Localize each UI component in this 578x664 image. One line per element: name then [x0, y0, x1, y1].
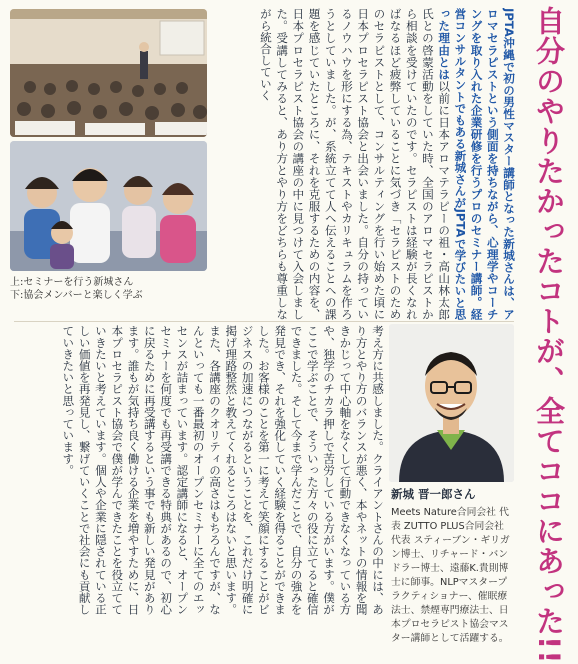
portrait-photo	[389, 324, 514, 482]
section-divider	[14, 321, 514, 322]
group-photo	[10, 141, 207, 271]
photo-captions	[10, 276, 210, 302]
caption-bottom: 下:協会メンバーと楽しく学ぶ	[10, 290, 143, 301]
portrait-graphic	[389, 324, 514, 482]
profile-name: 新城 晋一郎さん	[391, 487, 476, 501]
group-photo-graphic	[10, 141, 207, 271]
profile-block	[391, 486, 516, 646]
body-bottom-text: 考え方に共感しました。クライアントさんの中には、あり方とやり方のバランスが悪く、本やネットの情報を聞きかじって中心軸をなくして行動できなくなっている方や、独学のチカラ押しで苦労している方がいます。僕がここで学ぶことで、そういった方々の役に立てると確信できました。そして今まで学んだことで、自分の強みを発見でき、それを強化していく経験を得ることができました。お客様のことを第一に考えて笑顔にすることがビジネスの加速につながるということを、これだけ明確に掲げ理路整然と教えてくれるところはないと思います。また、各講座のクオリティの高さはもちろんですが、なんといっても一番最初のオープンセミナーに全てのエッセンスが詰まっています。認定講師になると、オープンセミナーを何度でも再受講できる特典があるので、初心に戻るために再受講するという事でも新しい発見があります。誰もが気持ち良く働ける企業を増やすために、日本プロセラピスト協会で僕が学んできたことを役立てていきたいと考えています。個人や企業に隠されている正しい価値を再発見し、繋げていくことで社会にも貢献していきたいと思っています。	[61, 325, 385, 615]
body-top-paragraph: 以前に日本アロマテラピーの祖・高山林太郎氏との啓蒙活動をしていた時、全国のアロマセラピストから相談を受けていたのです。セラピストは経験が長くなればなるほど疲弊していることに気づき「セラピストのためのセラピストとして、コンサルティングを行い始めた頃に日本プロセラピスト協会と出会いました。自分の持っているノウハウを形にする為、テキストやカリキュラムを作ろうとしていました。が、系統立てて人へ伝えることへの課題を感じていたところに、それを克服するための内容を、日本プロセラピスト協会の講座の中に見つけて入会しました。受講してみると、あり方とやり方をどちらも尊重しながら統合していく	[258, 8, 452, 320]
headline: 自分のやりたかったコトが、全てココにあった!!	[532, 6, 566, 664]
seminar-photo	[10, 9, 207, 137]
body-top-text	[213, 8, 517, 320]
intro-lead: JPTA沖縄で初の男性マスター講師となった新城さんは、アロマセラピストという側面を持ちながら、心理学やコーチングを取り入れた企業研修を行うプロのセミナー講師。経営コンサルタントでもある新城さんがJPTAで学びたいと思った理由とは	[437, 8, 516, 320]
seminar-photo-graphic	[10, 9, 207, 137]
caption-top: 上:セミナーを行う新城さん	[10, 277, 134, 288]
profile-bio: Meets Nature合同会社 代表 ZUTTO PLUS合同会社 代表 スティーブン・ギリガン博士、リチャード・バンドラー博士、遠藤K.貴則博士に師事。NLPマスタープラクティショナー、催眠療法士、禁煙専門療法士、日本プロセラピスト協会マスター講師として活躍する。	[391, 507, 510, 644]
